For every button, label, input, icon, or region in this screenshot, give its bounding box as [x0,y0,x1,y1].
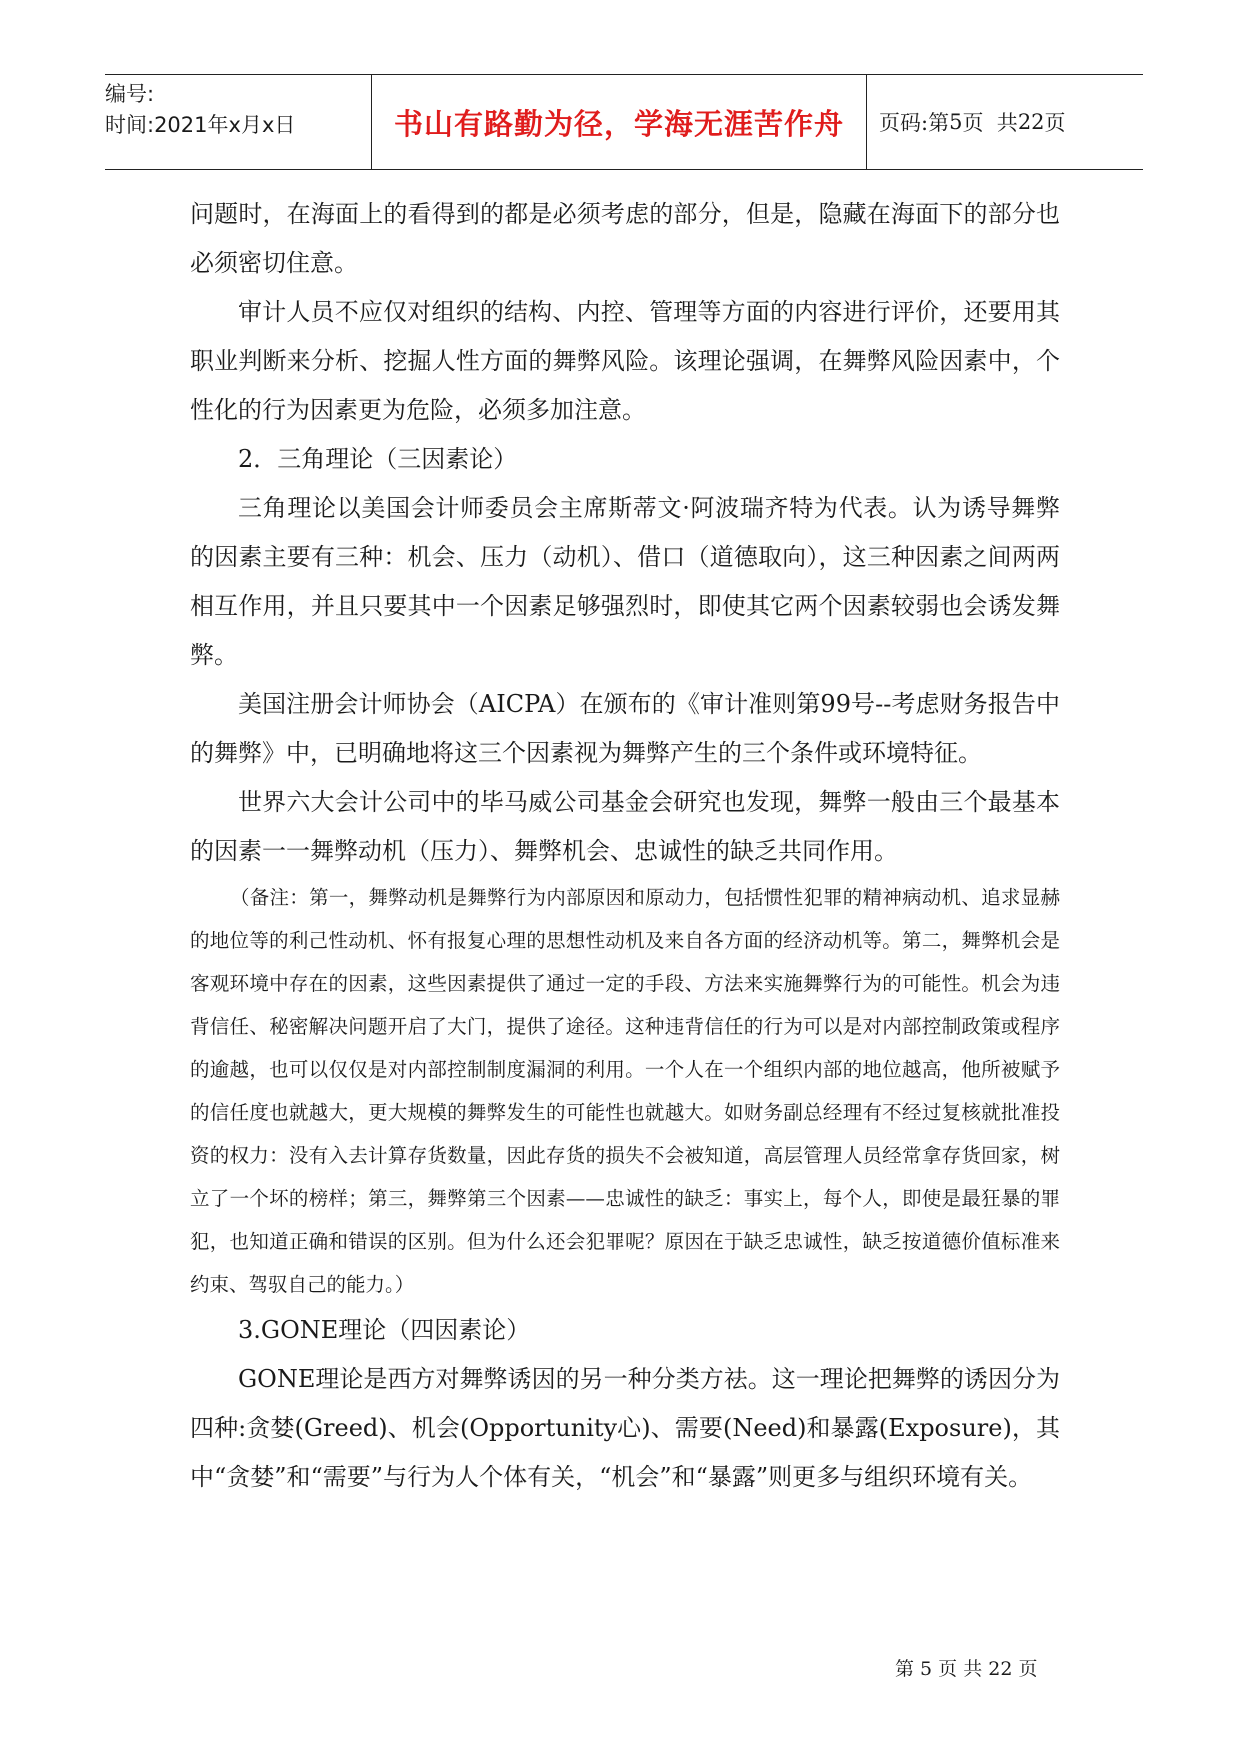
page-header [105,74,1143,170]
footer-mid: 页 共 [932,1658,989,1680]
heading-triangle-theory: 2．三角理论（三因素论） [238,445,518,473]
paragraph-auditor: 审计人员不应仅对组织的结构、内控、管理等方面的内容进行评价，还要用其职业判断来分析、挖掘人性方面的舞弊风险。该理论强调，在舞弊风险因素中，个性化的行为因素更为危险，必须多加注意。 [190,298,1060,424]
paragraph-kpmg: 世界六大会计公司中的毕马威公司基金会研究也发现，舞弊一般由三个最基本的因素一一舞弊动机（压力）、舞弊机会、忠诚性的缺乏共同作用。 [190,788,1060,865]
page-mid: 页 共 [962,111,1018,135]
page-footer [895,1654,1038,1681]
heading-gone-theory: 3.GONE理论（四因素论） [238,1316,531,1344]
motto: 书山有路勤为径，学海无涯苦作舟 [393,106,844,141]
body-text [190,190,1060,1502]
footer-page-num: 5 [920,1658,933,1680]
page-suffix: 页 [1044,111,1066,135]
header-meta [105,75,370,173]
serial-label: 编号: [105,82,155,106]
page-num: 5 [949,110,963,134]
page-prefix: 页码:第 [879,111,950,135]
time-label: 时间:2021年x月x日 [105,113,296,137]
footer-page-total: 22 [988,1658,1013,1680]
paragraph-triangle: 三角理论以美国会计师委员会主席斯蒂文·阿波瑞齐特为代表。认为诱导舞弊的因素主要有三种：机会、压力（动机）、借口（道德取向），这三种因素之间两两相互作用，并且只要其中一个因素足够强烈时，即使其它两个因素较弱也会诱发舞弊。 [190,494,1060,669]
footer-suffix: 页 [1012,1658,1038,1680]
footer-prefix: 第 [895,1658,921,1680]
paragraph-note: （备注：第一，舞弊动机是舞弊行为内部原因和原动力，包括惯性犯罪的精神病动机、追求显赫的地位等的利己性动机、怀有报复心理的思想性动机及来自各方面的经济动机等。第二，舞弊机会是客观环境中存在的因素，这些因素提供了通过一定的手段、方法来实施舞弊行为的可能性。机会为违背信任、秘密解决问题开启了大门，提供了途径。这种违背信任的行为可以是对内部控制政策或程序的逾越，也可以仅仅是对内部控制制度漏洞的利用。一个人在一个组织内部的地位越高，他所被赋予的信任度也就越大，更大规模的舞弊发生的可能性也就越大。如财务副总经理有不经过复核就批准投资的权力：没有入去计算存货数量，因此存货的损失不会被知道，高层管理人员经常拿存货回家，树立了一个坏的榜样；第三，舞弊第三个因素——忠诚性的缺乏：事实上，每个人，即使是最狂暴的罪犯，也知道正确和错误的区别。但为什么还会犯罪呢？原因在于缺乏忠诚性，缺乏按道德价值标准来约束、驾驭自己的能力。） [190,886,1060,1296]
header-page-info [867,75,1155,169]
header-motto-cell [371,75,867,169]
paragraph-gone: GONE理论是西方对舞弊诱因的另一种分类方祛。这一理论把舞弊的诱因分为四种:贪婪(Greed)、机会(Opportunity心)、需要(Need)和暴露(Exposure)，其中“贪婪”和“需要”与行为人个体有关，“机会”和“暴露”则更多与组织环境有关。 [190,1365,1060,1491]
page-total: 22 [1017,110,1045,134]
paragraph-aicpa: 美国注册会计师协会（AICPA）在颁布的《审计准则第99号--考虑财务报告中的舞弊》中，已明确地将这三个因素视为舞弊产生的三个条件或环境特征。 [190,690,1060,767]
paragraph-continuation: 问题时，在海面上的看得到的都是必须考虑的部分，但是，隐藏在海面下的部分也必须密切住意。 [190,200,1060,277]
